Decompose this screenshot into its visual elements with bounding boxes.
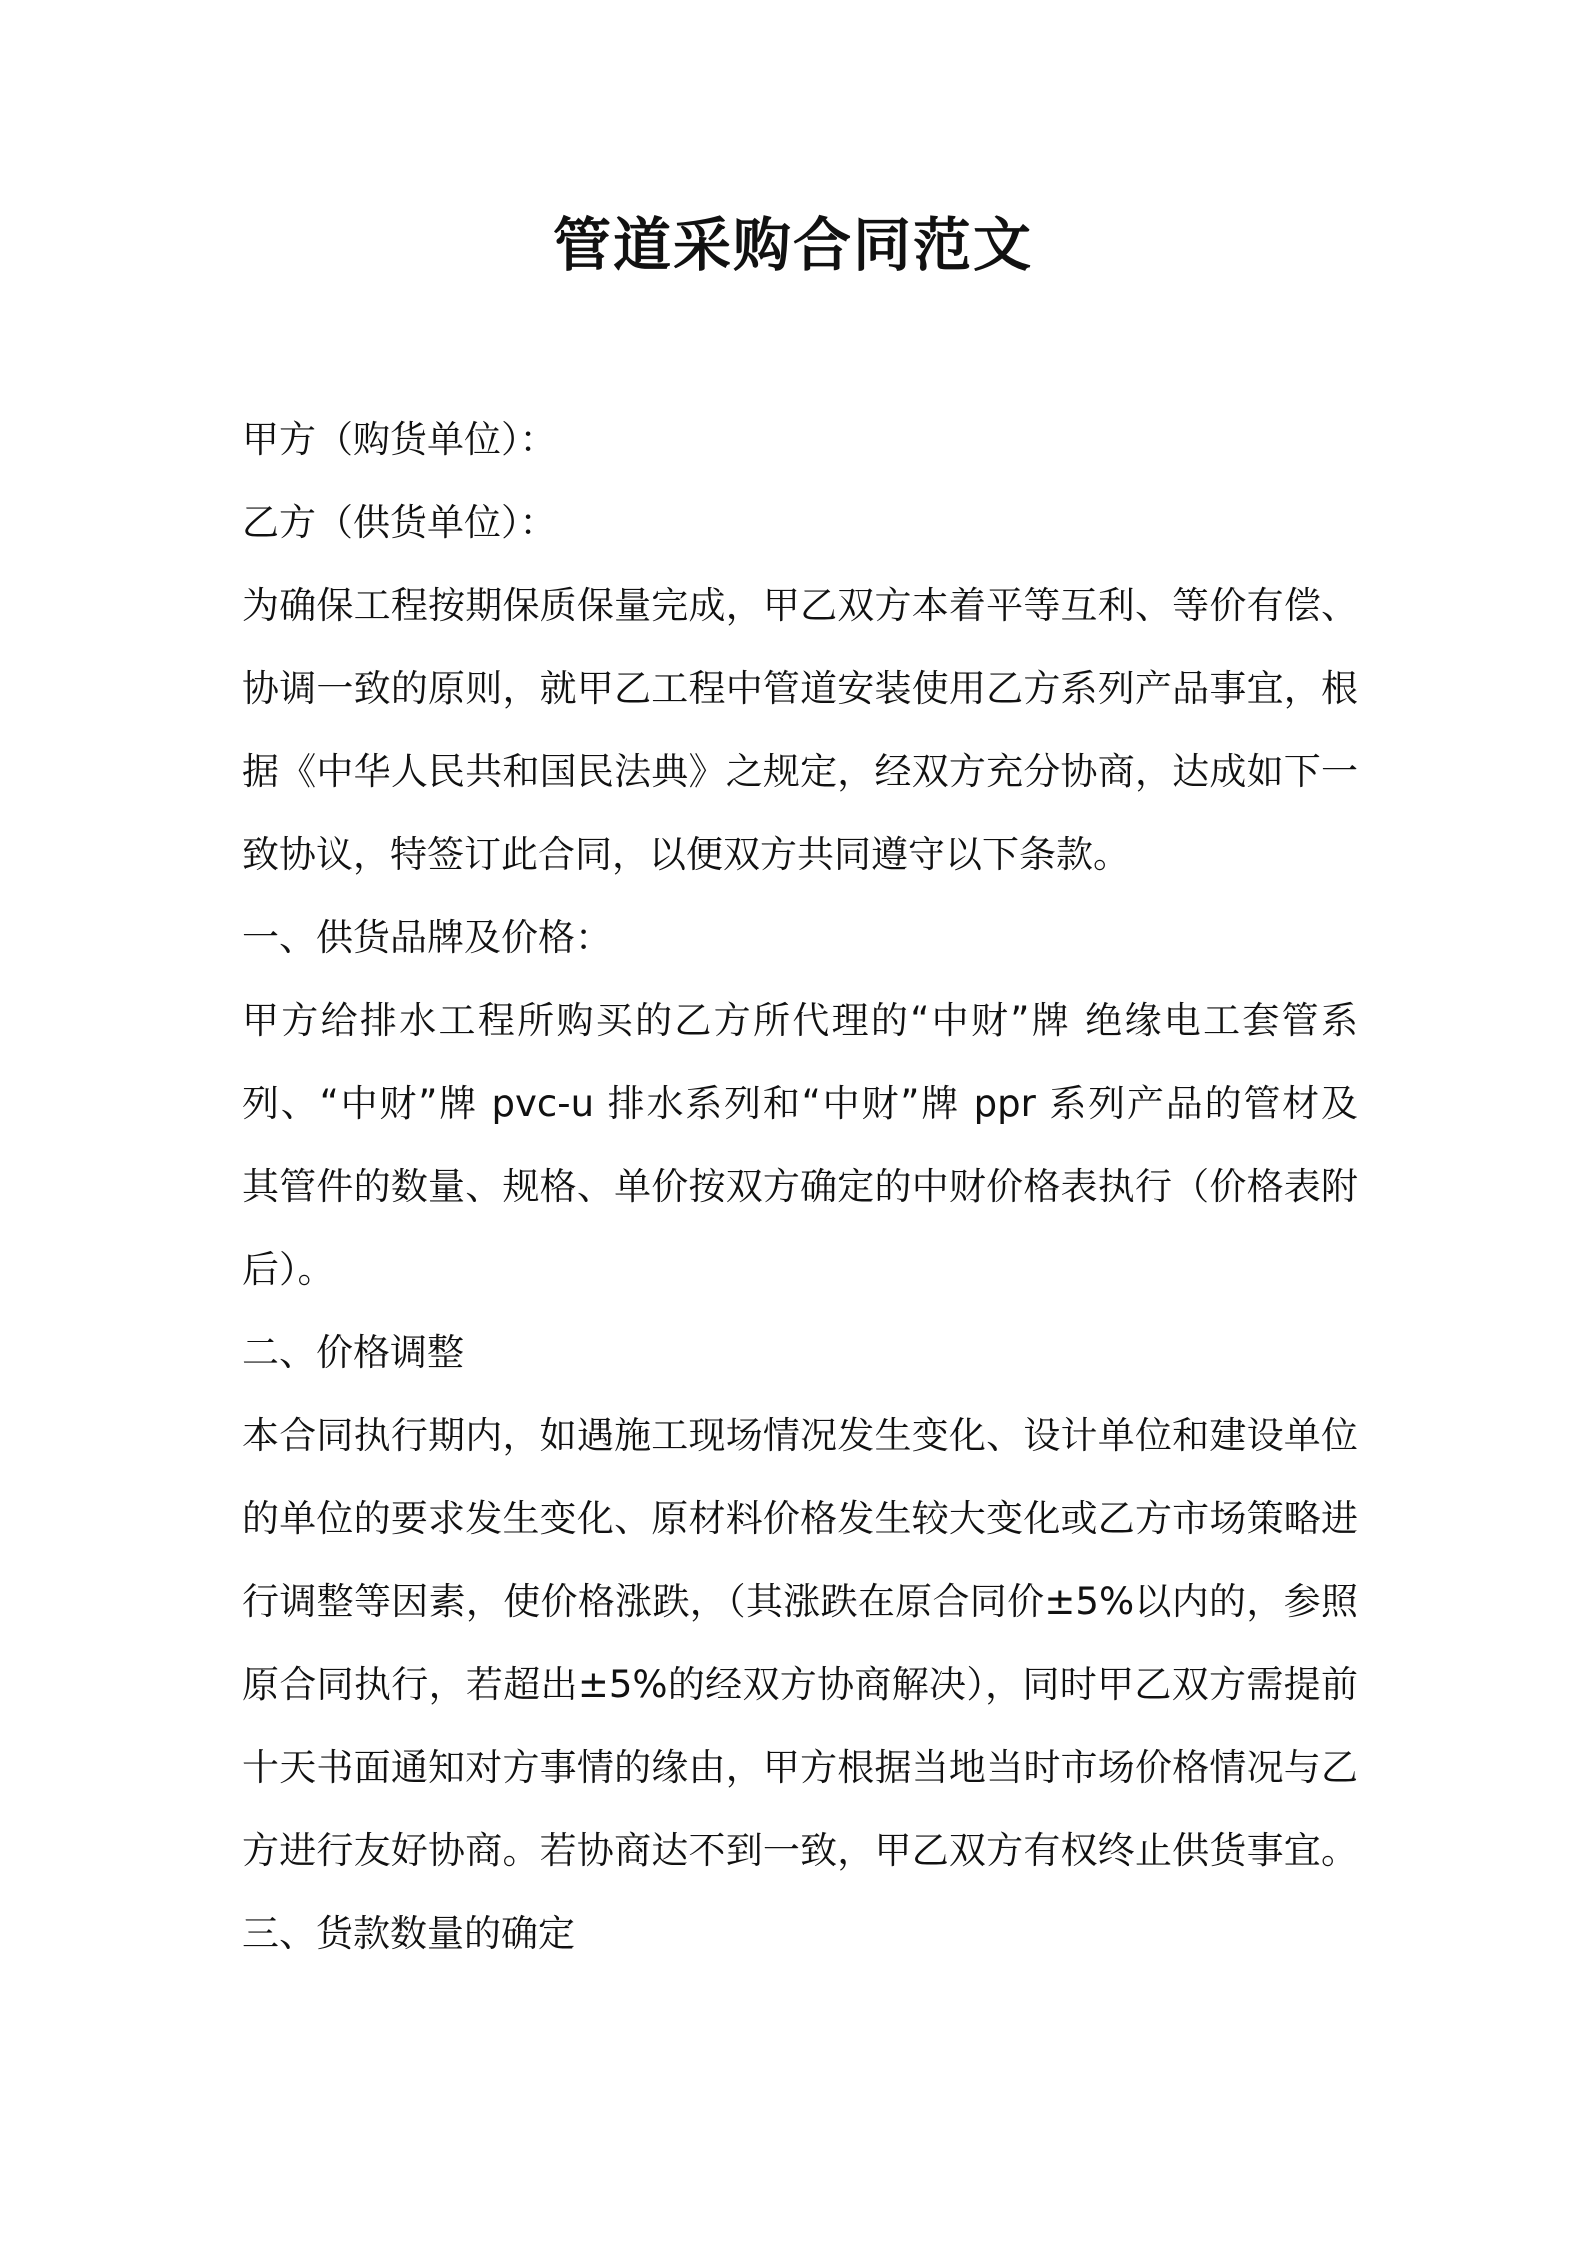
document-title: 管道采购合同范文: [552, 211, 1033, 279]
section-heading-1: 一、供货品牌及价格：: [242, 916, 612, 959]
preamble-line-2: 协调一致的原则，就甲乙工程中管道安装使用乙方系列产品事宜，根: [242, 667, 1358, 710]
preamble-line-4: 致协议，特签订此合同，以便双方共同遵守以下条款。: [242, 833, 1130, 876]
section-heading-3: 三、货款数量的确定: [242, 1912, 575, 1955]
preamble-line-3: 据《中华人民共和国民法典》之规定，经双方充分协商，达成如下一: [242, 750, 1358, 793]
section-heading-2: 二、价格调整: [242, 1331, 464, 1374]
preamble-line-1: 为确保工程按期保质保量完成，甲乙双方本着平等互利、等价有偿、: [242, 584, 1358, 627]
section-1-line-3: 其管件的数量、规格、单价按双方确定的中财价格表执行（价格表附: [242, 1165, 1358, 1208]
section-2-line-6: 方进行友好协商。若协商达不到一致，甲乙双方有权终止供货事宜。: [242, 1829, 1358, 1872]
section-2-line-3: 行调整等因素，使价格涨跌，（其涨跌在原合同价±5%以内的，参照: [242, 1580, 1358, 1623]
party-a-line: 甲方（购货单位）：: [242, 418, 557, 461]
section-2-line-5: 十天书面通知对方事情的缘由，甲方根据当地当时市场价格情况与乙: [242, 1746, 1358, 1789]
section-2-line-4: 原合同执行，若超出±5%的经双方协商解决），同时甲乙双方需提前: [242, 1663, 1358, 1706]
section-1-line-1: 甲方给排水工程所购买的乙方所代理的“中财”牌 绝缘电工套管系: [242, 999, 1358, 1042]
section-2-line-1: 本合同执行期内，如遇施工现场情况发生变化、设计单位和建设单位: [242, 1414, 1358, 1457]
section-2-line-2: 的单位的要求发生变化、原材料价格发生较大变化或乙方市场策略进: [242, 1497, 1358, 1540]
document-body: [242, 398, 1358, 1975]
section-1-line-2: 列、“中财”牌 pvc-u 排水系列和“中财”牌 ppr 系列产品的管材及: [242, 1082, 1358, 1125]
section-1-line-4: 后）。: [242, 1248, 335, 1291]
party-b-line: 乙方（供货单位）：: [242, 501, 557, 544]
